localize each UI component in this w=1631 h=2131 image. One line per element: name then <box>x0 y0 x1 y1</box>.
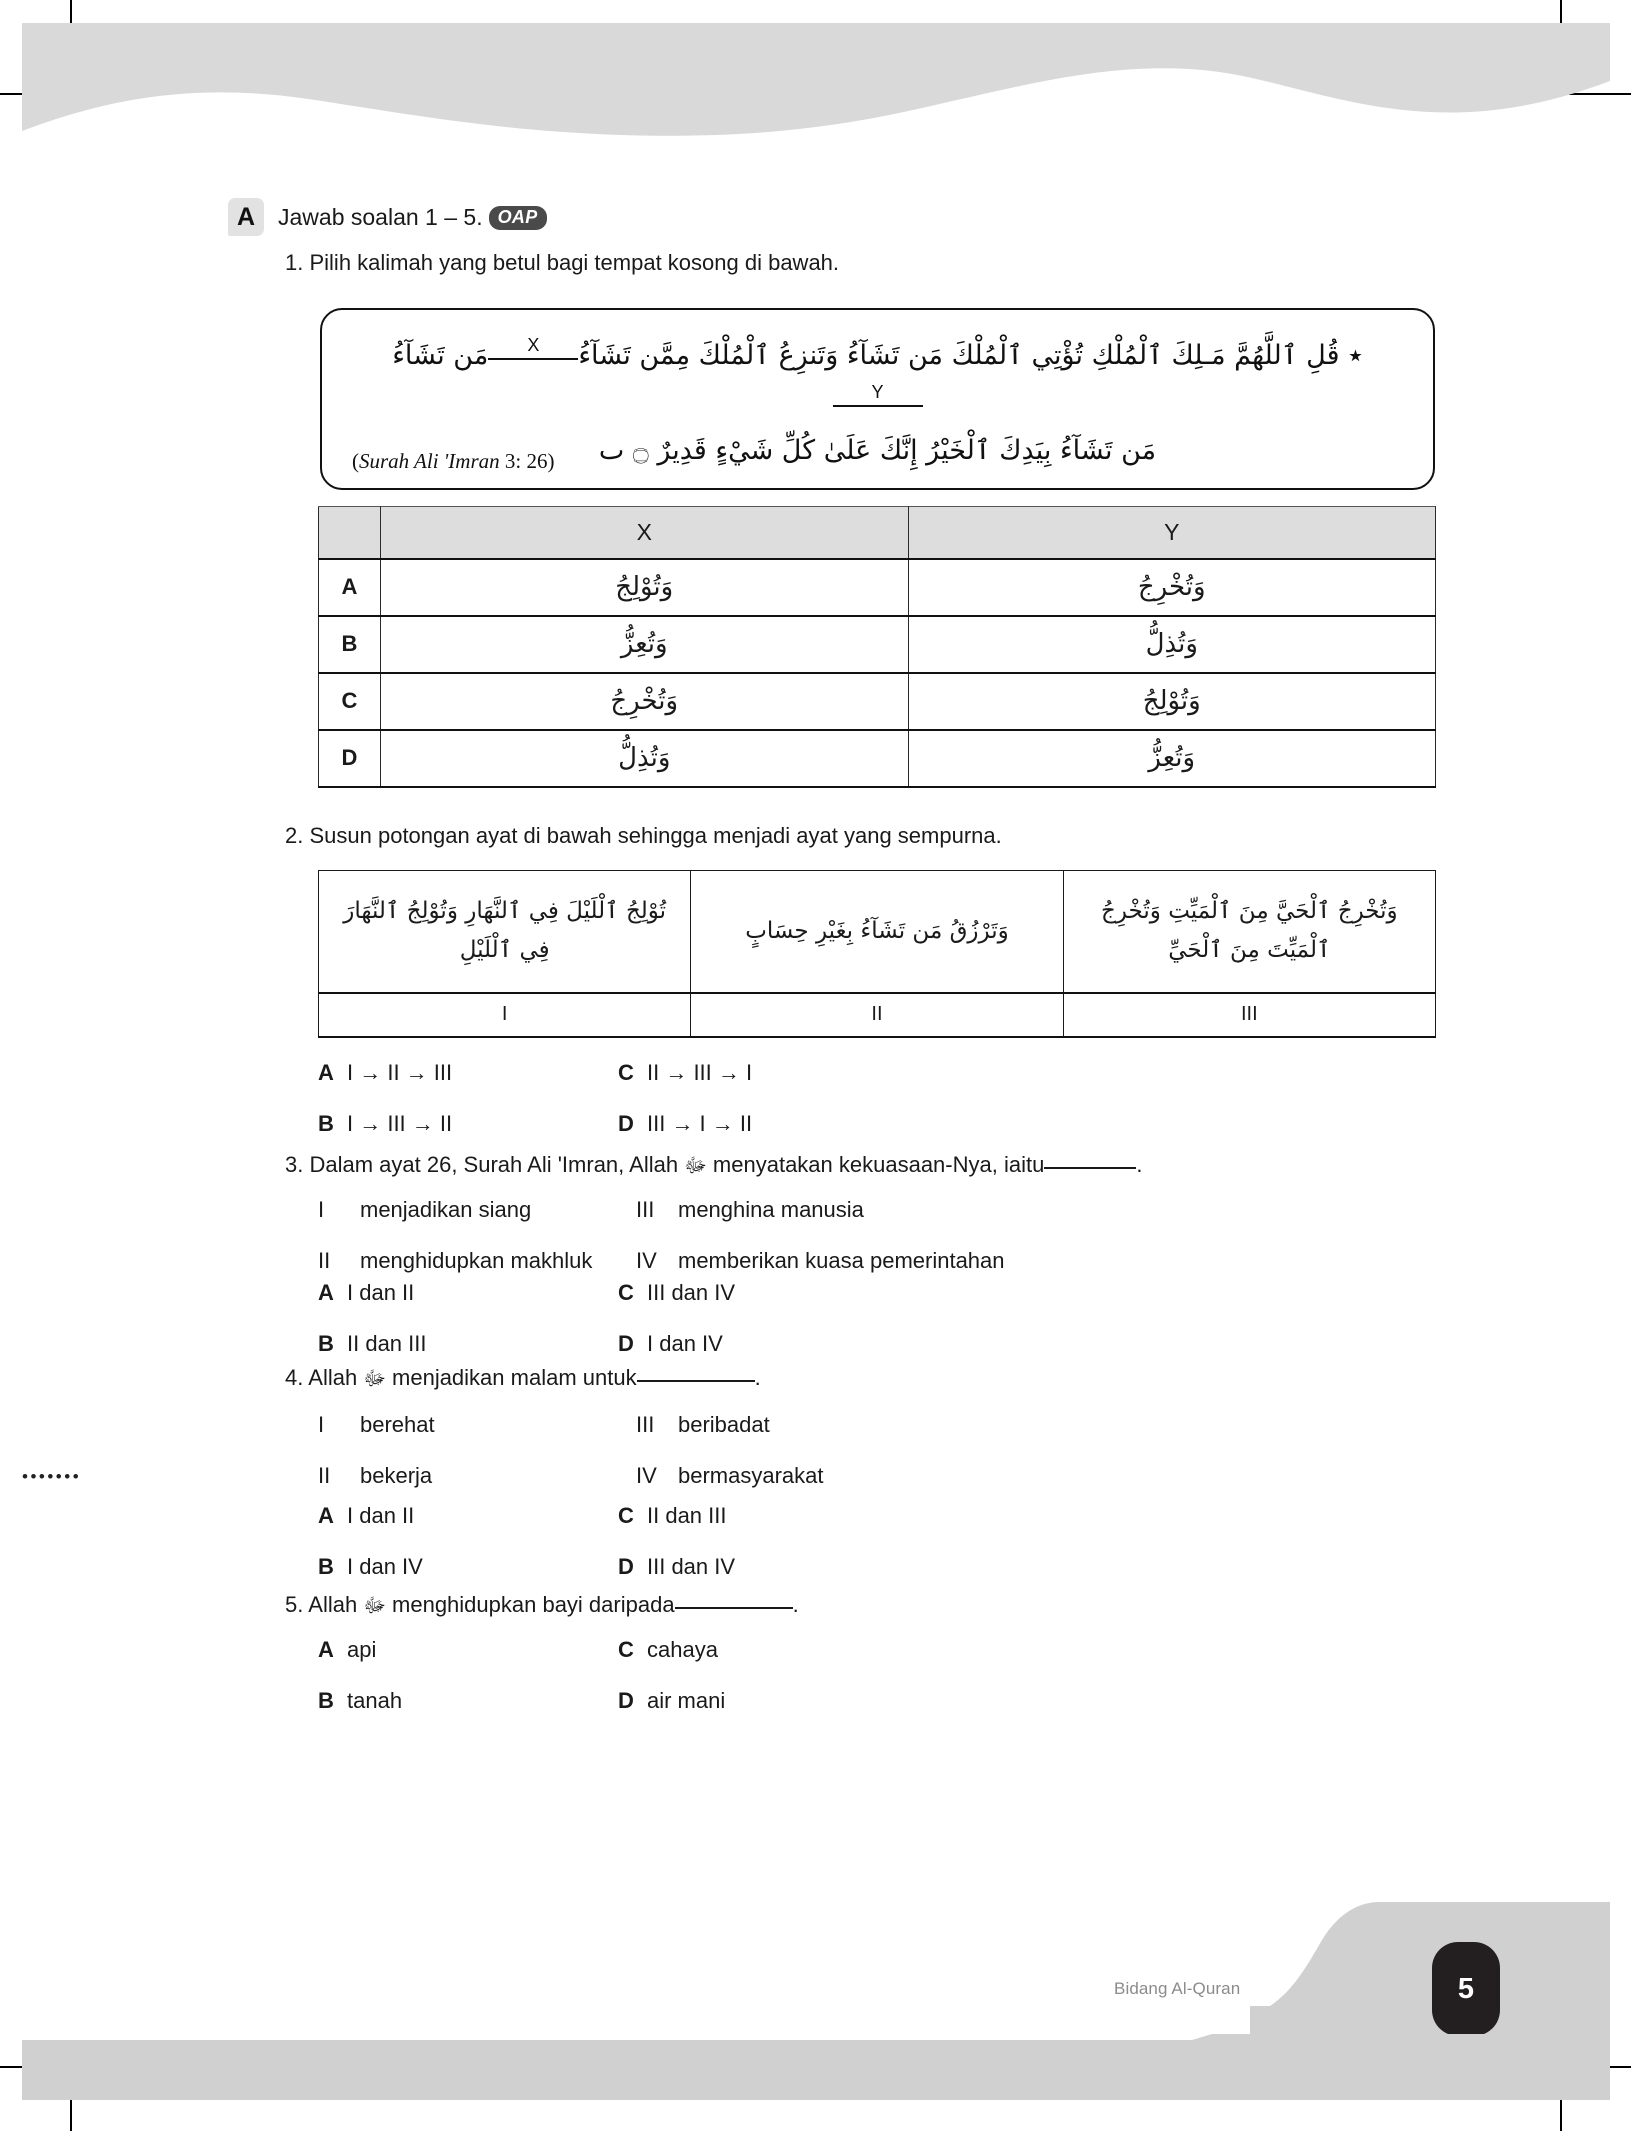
option-4-d[interactable] <box>618 1554 735 1580</box>
verse-line1-part-b: مَن تَشَآءُ <box>392 340 489 371</box>
option-4-b[interactable] <box>318 1554 618 1580</box>
option-2-c[interactable] <box>618 1060 752 1086</box>
option-4-a[interactable] <box>318 1503 618 1529</box>
question-5-number: 5. <box>285 1592 304 1617</box>
question-4-text-before: Allah <box>308 1365 358 1390</box>
fragment-1-arabic: تُوْلِجُ ٱلْلَيْلَ فِي ٱلنَّهَارِ وَتُوْلِجُ ٱلنَّهَارَ فِي ٱلْلَيْلِ <box>319 871 691 993</box>
option-5-b[interactable] <box>318 1688 618 1714</box>
fragment-label-row <box>319 993 1436 1037</box>
question-3-blank <box>1044 1167 1136 1169</box>
roman-4-i-key: I <box>318 1412 325 1437</box>
question-1-number: 1. <box>285 250 304 275</box>
option-4-d-key: D <box>618 1554 634 1579</box>
question-1-text: Pilih kalimah yang betul bagi tempat kosong di bawah. <box>309 250 840 275</box>
verse-reference <box>352 449 554 474</box>
roman-3-i-text: menjadikan siang <box>360 1197 532 1222</box>
option-2-b-key: B <box>318 1111 334 1136</box>
roman-3-ii <box>318 1248 636 1274</box>
table-row[interactable] <box>319 673 1436 730</box>
option-3-d-key: D <box>618 1331 634 1356</box>
roman-4-ii <box>318 1463 636 1489</box>
table-row[interactable] <box>319 730 1436 787</box>
question-4-stem <box>285 1365 761 1395</box>
option-5-a[interactable] <box>318 1637 618 1663</box>
option-2-c-text: II → III → I <box>647 1060 753 1085</box>
question-4-number: 4. <box>285 1365 304 1390</box>
table-row[interactable] <box>319 616 1436 673</box>
section-instruction <box>278 204 547 231</box>
roman-3-ii-text: menghidupkan makhluk <box>360 1248 593 1273</box>
roman-4-iv <box>636 1463 824 1489</box>
option-2-a-key: A <box>318 1060 334 1085</box>
roman-4-i <box>318 1412 636 1438</box>
verse-line1-part-a: ٭ قُلِ ٱللَّهُمَّ مَـلِكَ ٱلْمُلْكِ تُؤْتِي ٱلْمُلْكَ مَن تَشَآءُ وَتَنزِعُ ٱلْمُلْكَ مِمَّن تَشَآءُ <box>578 340 1363 371</box>
row-c-y: وَتُوْلِجُ <box>908 673 1436 730</box>
fragment-3-label: III <box>1063 993 1435 1037</box>
option-5-c-key: C <box>618 1637 634 1662</box>
table-header-row <box>319 507 1436 559</box>
option-5-b-key: B <box>318 1688 334 1713</box>
table-header-blank <box>319 507 381 559</box>
fragment-2-arabic: وَتَرْزُقُ مَن تَشَآءُ بِغَيْرِ حِسَابٍ <box>691 871 1063 993</box>
option-5-c[interactable] <box>618 1637 725 1663</box>
roman-3-iii-key: III <box>636 1197 655 1222</box>
option-3-b-text: II dan III <box>347 1331 427 1356</box>
row-b-x: وَتُعِزُّ <box>381 616 909 673</box>
fragment-1-label: I <box>319 993 691 1037</box>
question-3-number: 3. <box>285 1152 304 1177</box>
option-5-d-text: air mani <box>647 1688 726 1713</box>
row-key-d: D <box>319 730 381 787</box>
option-4-d-text: III dan IV <box>647 1554 736 1579</box>
option-4-b-text: I dan IV <box>347 1554 423 1579</box>
question-3-text-before: Dalam ayat 26, Surah Ali 'Imran, Allah <box>309 1152 679 1177</box>
table-row[interactable] <box>319 559 1436 616</box>
question-4-period: . <box>754 1365 761 1390</box>
option-3-a-key: A <box>318 1280 334 1305</box>
option-3-a[interactable] <box>318 1280 618 1306</box>
table-header-y: Y <box>908 507 1436 559</box>
roman-4-i-text: berehat <box>360 1412 435 1437</box>
allah-swt-icon: ﷻ <box>363 1368 386 1390</box>
option-4-c-text: II dan III <box>647 1503 727 1528</box>
question-3-stem <box>285 1152 1142 1182</box>
fragment-3-arabic: وَتُخْرِجُ ٱلْحَيَّ مِنَ ٱلْمَيِّتِ وَتُخْرِجُ ٱلْمَيِّتَ مِنَ ٱلْحَيِّ <box>1063 871 1435 993</box>
footer-swoosh-decoration <box>1250 1902 1610 2040</box>
row-d-y: وَتُعِزُّ <box>908 730 1436 787</box>
row-key-b: B <box>319 616 381 673</box>
question-1-choice-table <box>318 506 1436 788</box>
question-2-fragment-table <box>318 870 1436 1038</box>
option-5-d[interactable] <box>618 1688 725 1714</box>
option-3-c-key: C <box>618 1280 634 1305</box>
table-header-x: X <box>381 507 909 559</box>
option-4-a-key: A <box>318 1503 334 1528</box>
option-2-d-key: D <box>618 1111 634 1136</box>
allah-swt-icon: ﷻ <box>684 1155 707 1177</box>
question-5-text-after: menghidupkan bayi daripada <box>392 1592 675 1617</box>
question-3-period: . <box>1136 1152 1143 1177</box>
oap-badge: OAP <box>489 206 547 230</box>
option-3-a-text: I dan II <box>347 1280 415 1305</box>
question-2-stem <box>285 823 1002 849</box>
question-4-options <box>318 1503 735 1580</box>
row-c-x: وَتُخْرِجُ <box>381 673 909 730</box>
option-2-d-text: III → I → II <box>647 1111 753 1136</box>
row-key-a: A <box>319 559 381 616</box>
roman-3-iii <box>636 1197 1005 1223</box>
option-2-a-text: I → II → III <box>347 1060 453 1085</box>
roman-4-iv-text: bermasyarakat <box>678 1463 824 1488</box>
roman-4-iii <box>636 1412 824 1438</box>
row-a-y: وَتُخْرِجُ <box>908 559 1436 616</box>
option-2-b[interactable] <box>318 1111 618 1137</box>
option-4-b-key: B <box>318 1554 334 1579</box>
roman-3-i <box>318 1197 636 1223</box>
roman-4-iv-key: IV <box>636 1463 657 1488</box>
question-4-romans <box>318 1412 824 1489</box>
roman-4-iii-key: III <box>636 1412 655 1437</box>
verse-reference-ayat: 3: 26) <box>499 449 555 473</box>
roman-3-iii-text: menghina manusia <box>678 1197 864 1222</box>
footer-subject-label: Bidang Al-Quran <box>1114 1979 1241 1998</box>
option-2-c-key: C <box>618 1060 634 1085</box>
question-4-text-after: menjadikan malam untuk <box>392 1365 637 1390</box>
question-2-text: Susun potongan ayat di bawah sehingga menjadi ayat yang sempurna. <box>309 823 1002 848</box>
fragment-2-label: II <box>691 993 1063 1037</box>
option-4-a-text: I dan II <box>347 1503 415 1528</box>
question-3-romans <box>318 1197 1005 1274</box>
question-5-text-before: Allah <box>308 1592 358 1617</box>
question-5-period: . <box>792 1592 799 1617</box>
question-2-number: 2. <box>285 823 304 848</box>
option-3-d[interactable] <box>618 1331 735 1357</box>
row-key-c: C <box>319 673 381 730</box>
option-3-c[interactable] <box>618 1280 735 1306</box>
section-badge: A <box>228 198 264 236</box>
allah-swt-icon: ﷻ <box>363 1595 386 1617</box>
question-3-text-after: menyatakan kekuasaan-Nya, iaitu <box>712 1152 1045 1177</box>
section-header <box>228 198 547 236</box>
question-2-options <box>318 1060 752 1137</box>
page-number-badge: 5 <box>1432 1942 1500 2036</box>
roman-4-iii-text: beribadat <box>678 1412 770 1437</box>
header-wave-decoration <box>22 23 1610 138</box>
option-3-b-key: B <box>318 1331 334 1356</box>
verse-blank-y-label: Y <box>871 382 884 403</box>
option-5-c-text: cahaya <box>647 1637 718 1662</box>
roman-3-iv-key: IV <box>636 1248 657 1273</box>
option-2-b-text: I → III → II <box>347 1111 453 1136</box>
roman-3-iv-text: memberikan kuasa pemerintahan <box>678 1248 1005 1273</box>
fragment-row <box>319 871 1436 993</box>
row-b-y: وَتُذِلُّ <box>908 616 1436 673</box>
verse-blank-x <box>488 335 578 360</box>
option-3-b[interactable] <box>318 1331 618 1357</box>
option-2-d[interactable] <box>618 1111 752 1137</box>
roman-4-ii-key: II <box>318 1463 331 1488</box>
roman-4-ii-text: bekerja <box>360 1463 433 1488</box>
option-4-c-key: C <box>618 1503 634 1528</box>
question-3-options <box>318 1280 735 1357</box>
margin-dot-marker: ••••••• <box>22 1467 82 1486</box>
row-d-x: وَتُذِلُّ <box>381 730 909 787</box>
verse-reference-open: ( <box>352 449 359 473</box>
option-5-d-key: D <box>618 1688 634 1713</box>
roman-3-i-key: I <box>318 1197 325 1222</box>
option-5-a-key: A <box>318 1637 334 1662</box>
quran-verse-card <box>320 308 1435 490</box>
question-5-options <box>318 1637 725 1714</box>
footer-band-decoration <box>22 2034 1610 2108</box>
verse-blank-y <box>833 382 923 407</box>
verse-reference-surah: Surah Ali 'Imran <box>359 449 500 473</box>
question-1-stem <box>285 250 839 276</box>
option-2-a[interactable] <box>318 1060 618 1086</box>
option-5-b-text: tanah <box>347 1688 403 1713</box>
option-3-d-text: I dan IV <box>647 1331 723 1356</box>
verse-blank-x-label: X <box>527 335 540 355</box>
roman-3-ii-key: II <box>318 1248 331 1273</box>
option-5-a-text: api <box>347 1637 377 1662</box>
verse-line2: مَن تَشَآءُ بِيَدِكَ ٱلْخَيْرُ إِنَّكَ عَلَىٰ كُلِّ شَيْءٍ قَدِيرٌ ۝ ٮ <box>598 434 1157 466</box>
section-instruction-text: Jawab soalan 1 – 5. <box>278 203 483 230</box>
question-5-blank <box>675 1607 793 1609</box>
question-5-stem <box>285 1592 799 1622</box>
option-4-c[interactable] <box>618 1503 735 1529</box>
question-4-blank <box>637 1380 755 1382</box>
option-3-c-text: III dan IV <box>647 1280 736 1305</box>
row-a-x: وَتُوْلِجُ <box>381 559 909 616</box>
roman-3-iv <box>636 1248 1005 1274</box>
